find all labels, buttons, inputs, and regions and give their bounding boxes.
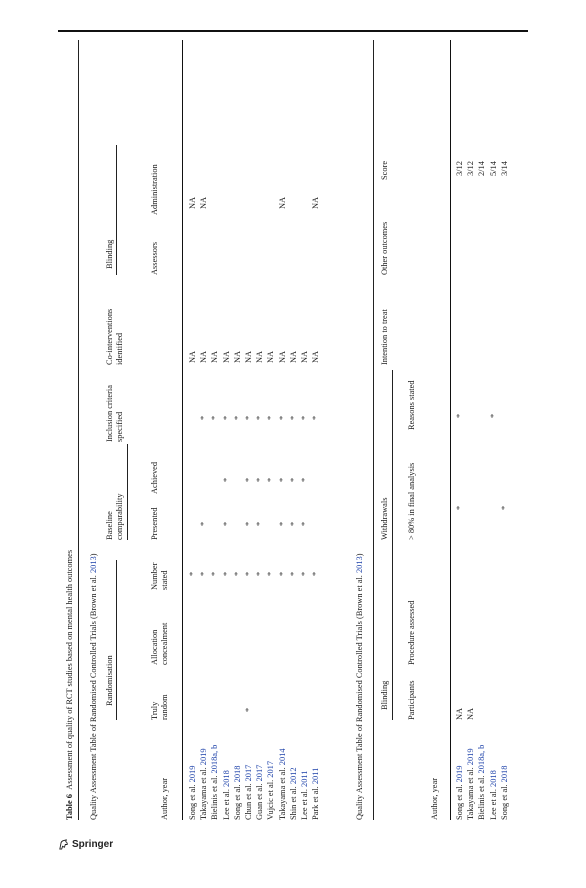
author-name: Song et al. [499,782,509,820]
col2-reasons-stated: Reasons stated [407,380,416,430]
cell-pres: * [244,521,253,526]
cell-ach: * [266,477,276,482]
part1-title-citation-link[interactable]: 2013 [89,556,98,573]
caption-rule [78,40,79,820]
citation-link[interactable]: 2018 [488,770,498,787]
page-top-rule [58,30,528,32]
cell2-score: 2/14 [477,161,487,176]
citation-link[interactable]: 2019 [455,765,464,783]
group-blinding: Blinding [105,239,114,269]
cell-incl: * [221,415,231,420]
row-author [199,748,209,820]
cell-coint: NA [232,350,242,363]
cell-incl: * [311,415,321,420]
cell2-reasons: * [488,413,498,418]
part2-top-rule [373,40,374,820]
col-allocation-concealment: Allocation concealment [150,622,169,665]
blinding-group-rule [116,145,117,275]
citation-link[interactable]: 2014 [277,748,287,766]
row-author [500,766,510,820]
cell-pres: * [300,521,309,526]
springer-horse-icon [58,839,69,850]
cell-coint: NA [188,350,197,363]
row-author [466,748,476,820]
cell-num: * [277,571,287,576]
part2-title-citation-link[interactable]: 2013 [355,556,364,573]
blinding2-group-rule [392,540,393,720]
citation-link[interactable]: 2019 [199,748,209,766]
cell-coint: NA [288,350,298,363]
publisher-name: Springer [72,839,114,850]
table-label: Table 6 [65,794,74,820]
author-name: Lee et al. [221,786,231,820]
author-name: Park et al. [311,784,321,820]
citation-link[interactable]: 2018a, b [210,744,220,774]
cell-num: * [210,571,220,576]
baseline-group-rule [127,444,128,540]
cell-coint: NA [199,350,209,363]
cell-admin: NA [199,196,209,209]
author-name: Guan et al. [255,781,265,820]
author-name: Bielinis et al. [210,773,220,820]
cell2-reasons: * [455,413,464,418]
citation-link[interactable]: 2012 [288,767,298,785]
author-name: Chun et al. [244,781,253,820]
cell-num: * [244,571,253,576]
col-administration: Administration [150,164,159,215]
group-randomisation: Randomisation [105,655,114,706]
citation-link[interactable]: 2011 [300,770,309,787]
row-author [455,766,465,820]
cell-num: * [311,571,321,576]
author-name: Lee et al. [300,786,309,820]
part1-header-rule [182,40,183,820]
table-caption [65,550,75,820]
col-number-stated: Number stated [150,562,169,590]
group2-blinding: Blinding [380,680,389,710]
cell-incl: * [244,415,253,420]
cell-ach: * [255,477,265,482]
cell-incl: * [232,415,242,420]
row-author [244,765,254,820]
cell-ach: * [244,477,253,482]
cell2-final: * [499,505,509,510]
col-achieved: Achieved [150,461,159,494]
col-assessors: Assessors [150,241,159,275]
citation-link[interactable]: 2011 [311,767,321,785]
cell-ach: * [288,477,298,482]
group2-withdrawals: Withdrawals [380,497,389,540]
cell-ach: * [277,477,287,482]
col2-participants: Participants [407,680,416,720]
cell-coint: NA [255,350,265,363]
author-name: Shin et al. [288,784,298,820]
cell-admin: NA [311,196,321,209]
cell-incl: * [199,415,209,420]
cell-pres: * [255,521,265,526]
cell2-score: 3/14 [499,161,509,176]
author-name: Takayama et al. [466,765,476,820]
cell-admin: NA [277,196,287,209]
cell-num: * [288,571,298,576]
citation-link[interactable]: 2018 [232,765,242,783]
author-name: Song et al. [455,782,464,820]
row-author [210,745,220,820]
citation-link[interactable]: 2018a, b [477,744,487,774]
cell-coint: NA [266,350,276,363]
col2-score: Score [380,160,389,180]
publisher-footer [58,839,113,850]
cell2-score: 5/14 [488,161,498,176]
row-author [289,767,299,820]
col2-intention-to-treat: Intention to treat [380,309,389,365]
cell-coint: NA [244,350,253,363]
author-name: Takayama et al. [199,765,209,820]
cell2-score: 3/12 [466,161,476,176]
citation-link[interactable]: 2017 [266,760,276,778]
part2-title: Quality Assessment Table of Randomised Controlled Trials (Brown et al. 2013) [355,553,364,820]
cell-coint: NA [311,350,321,363]
cell-admin: NA [188,196,197,209]
cell-pres: * [199,521,209,526]
cell-coint: NA [221,350,231,363]
row-author [222,770,232,820]
cell-num: * [300,571,309,576]
row-author [233,766,243,820]
rotated-table-page [62,40,524,820]
row-author [489,770,499,820]
row-author [300,771,310,820]
cell-pres: * [277,521,287,526]
cell-num: * [188,571,197,576]
cell-coint: NA [277,350,287,363]
part2-header-rule [450,40,451,820]
cell-coint: NA [210,350,220,363]
author-name: Lee et al. [488,786,498,820]
cell-coint: NA [300,350,309,363]
author-name: Bielinis et al. [477,773,487,820]
cell-num: * [221,571,231,576]
cell-pres: * [288,521,298,526]
citation-link[interactable]: 2018 [499,765,509,783]
author-name: Song et al. [188,782,197,820]
cell2-part: NA [455,707,464,720]
col-co-interventions: Co-interventions identified [105,308,124,365]
part1-title: Quality Assessment Table of Randomised Controlled Trials (Brown et al. 2013) [89,553,98,820]
row-author [255,765,265,820]
col-inclusion-criteria: Inclusion criteria specified [105,385,124,442]
row-author [266,761,276,820]
author-name: Song et al. [232,782,242,820]
col-author-year: Author, year [160,778,169,820]
cell2-score: 3/12 [455,161,464,176]
cell-ach: * [300,477,309,482]
cell-incl: * [255,415,265,420]
col2-other-outcomes: Other outcomes [380,221,389,275]
cell-incl: * [266,415,276,420]
citation-link[interactable]: 2017 [244,764,253,782]
cell-incl: * [300,415,309,420]
table-caption-text: Assessment of quality of RCT studies based on mental health outcomes [65,549,74,790]
cell-pres: * [221,521,231,526]
cell-incl: * [277,415,287,420]
cell-truly: * [244,707,253,712]
randomisation-group-rule [116,560,117,720]
citation-link[interactable]: 2017 [255,764,265,782]
col2-procedure-assessed: Procedure assessed [407,600,416,665]
row-author [278,748,288,820]
cell-num: * [255,571,265,576]
citation-link[interactable]: 2018 [221,770,231,787]
row-author [311,768,321,820]
col-truly-random: Truly random [150,694,169,720]
cell-incl: * [210,415,220,420]
cell-num: * [266,571,276,576]
cell-num: * [232,571,242,576]
citation-link[interactable]: 2019 [466,748,476,766]
withdrawals-group-rule [392,370,393,540]
cell-incl: * [288,415,298,420]
cell-num: * [199,571,209,576]
citation-link[interactable]: 2019 [188,765,197,783]
cell-ach: * [221,477,231,482]
group-baseline-comparability: Baseline comparability [105,493,124,540]
author-name: Vujcic et al. [266,777,276,820]
row-author [477,745,487,820]
cell2-part: NA [466,707,476,720]
author-name: Takayama et al. [277,765,287,820]
col2-final-analysis: > 80% in final analysis [407,462,416,540]
cell2-final: * [455,505,464,510]
row-author [188,766,198,820]
col2-author-year: Author, year [430,778,439,820]
col-presented: Presented [150,507,159,540]
